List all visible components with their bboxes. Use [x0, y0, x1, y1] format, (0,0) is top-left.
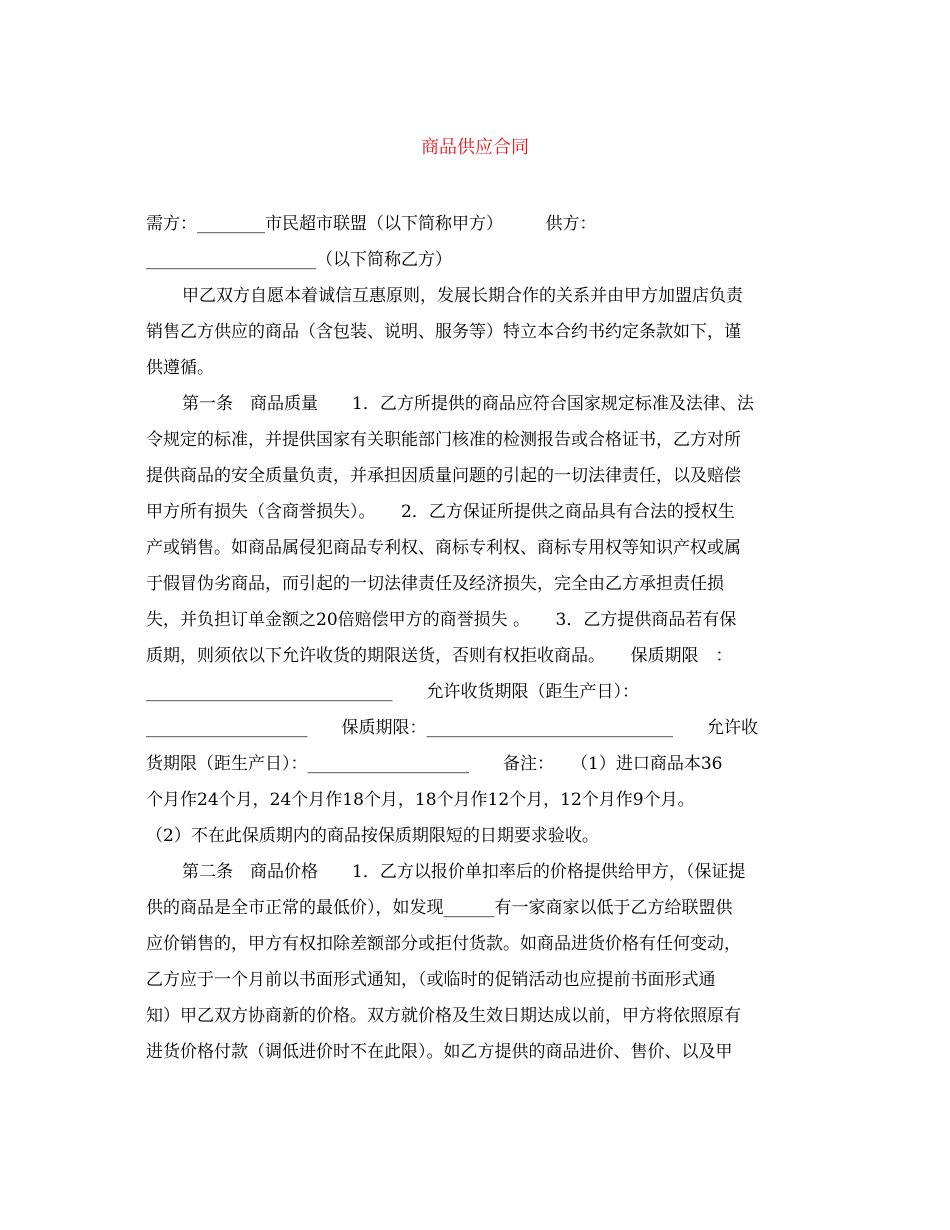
text-line: 货期限（距生产日）：___________________ 备注： （1）进口商品本36 — [146, 754, 723, 774]
text-line: 个月作24个月，24个月作18个月，18个月作12个月，12个月作9个月。 — [146, 790, 695, 810]
text-line: _____________________________ 允许收货期限（距生产日）： — [146, 682, 639, 702]
text-line: 供遵循。 — [146, 358, 214, 378]
document-title: 商品供应合同 — [421, 137, 529, 158]
text-line: 进货价格付款（调低进价时不在此限）。如乙方提供的商品进价、售价、以及甲 — [146, 1042, 733, 1062]
text-line: 乙方应于一个月前以书面形式通知，（或临时的促销活动也应提前书面形式通 — [146, 970, 716, 990]
text-line: 第二条 商品价格 1．乙方以报价单扣率后的价格提供给甲方，（保证提 — [182, 862, 746, 882]
text-line: 质期，则须依以下允许收货的期限送货，否则有权拒收商品。 保质期限 ： — [146, 646, 733, 666]
text-line: 第一条 商品质量 1．乙方所提供的商品应符合国家规定标准及法律、法 — [182, 394, 754, 414]
text-line: ___________________ 保质期限：_____________________________ 允许收 — [146, 718, 758, 738]
text-line: 提供商品的安全质量负责，并承担因质量问题的引起的一切法律责任，以及赔偿 — [146, 466, 741, 486]
text-line: 于假冒伪劣商品，而引起的一切法律责任及经济损失，完全由乙方承担责任损 — [146, 574, 724, 594]
text-line: 应价销售的，甲方有权扣除差额部分或拒付货款。如商品进货价格有任何变动， — [146, 934, 741, 954]
contract-body — [146, 206, 816, 1070]
text-line: 需方：________市民超市联盟（以下简称甲方） 供方： — [146, 214, 597, 234]
text-line: 失，并负担订单金额之20倍赔偿甲方的商誉损失 。 3．乙方提供商品若有保 — [146, 610, 737, 630]
text-line: ____________________（以下简称乙方） — [146, 250, 452, 270]
text-line: 甲方所有损失（含商誉损失）。 2．乙方保证所提供之商品具有合法的授权生 — [146, 502, 735, 522]
text-line: 销售乙方供应的商品（含包装、说明、服务等）特立本合约书约定条款如下，谨 — [146, 322, 741, 342]
text-line: 供的商品是全市正常的最低价），如发现______有一家商家以低于乙方给联盟供 — [146, 898, 733, 918]
text-line: 令规定的标准，并提供国家有关职能部门核准的检测报告或合格证书，乙方对所 — [146, 430, 741, 450]
text-line: （2）不在此保质期内的商品按保质期限短的日期要求验收。 — [146, 826, 599, 846]
text-line: 产或销售。如商品属侵犯商品专利权、商标专利权、商标专用权等知识产权或属 — [146, 538, 741, 558]
text-line: 知）甲乙双方协商新的价格。双方就价格及生效日期达成以前，甲方将依照原有 — [146, 1006, 741, 1026]
text-line: 甲乙双方自愿本着诚信互惠原则，发展长期合作的关系并由甲方加盟店负责 — [182, 286, 743, 306]
